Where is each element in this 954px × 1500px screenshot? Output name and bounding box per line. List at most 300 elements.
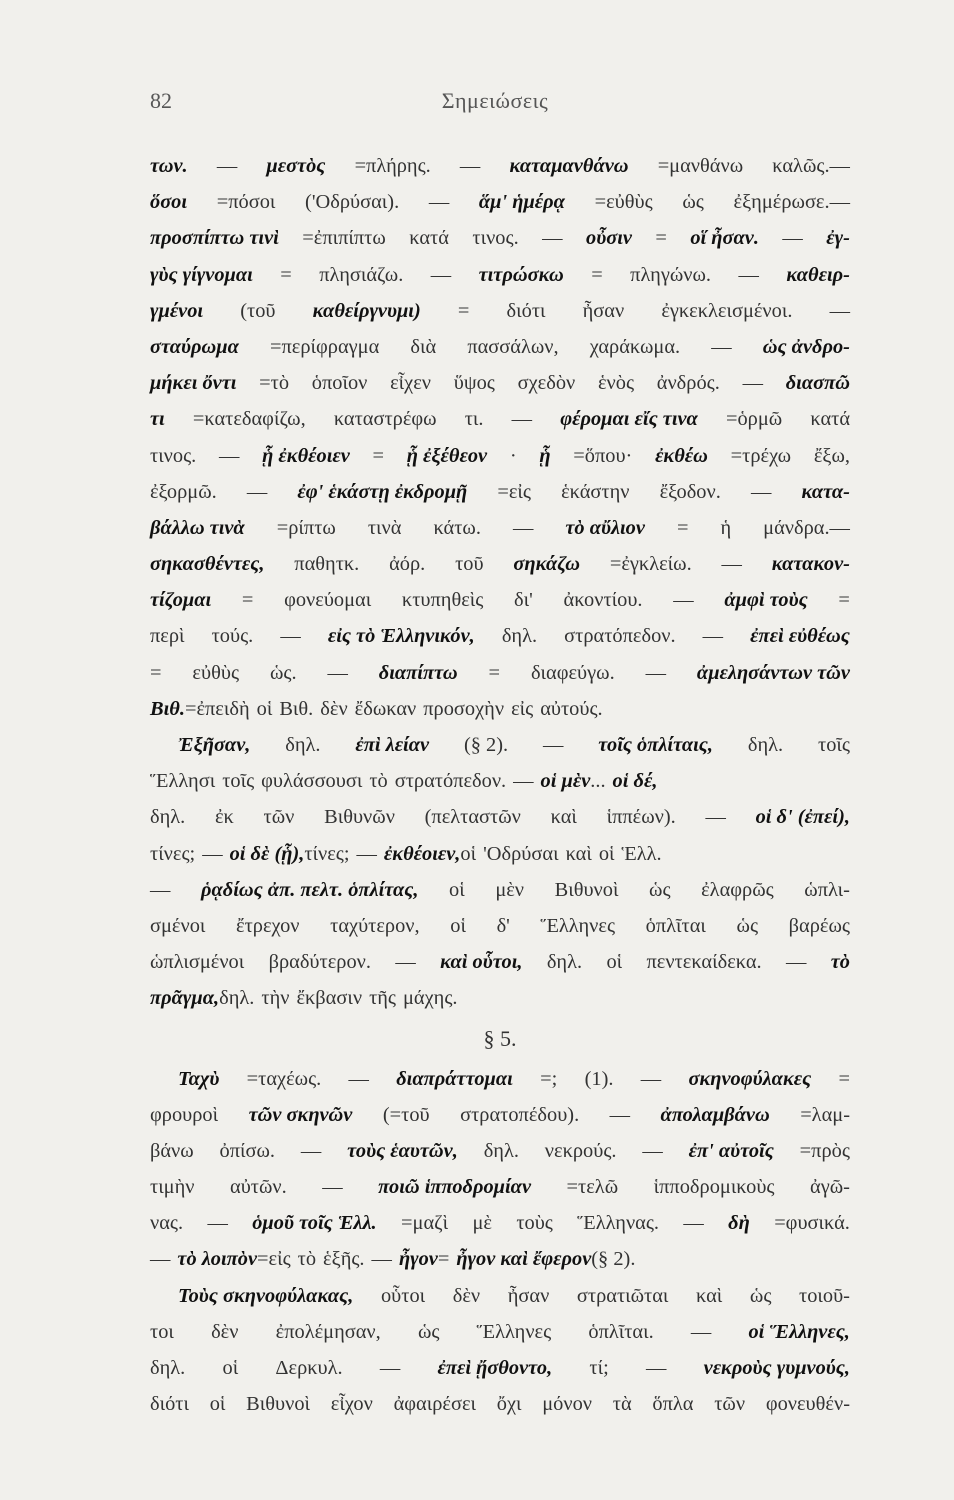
gloss-text: — bbox=[640, 1067, 662, 1090]
gloss-text: — bbox=[673, 589, 694, 612]
gloss-text: δὲν bbox=[320, 697, 348, 720]
gloss-text: νεκρούς. bbox=[544, 1139, 617, 1162]
lemma: Βιθ. bbox=[150, 697, 185, 720]
lemma: τὸ αὔλιον bbox=[565, 516, 645, 539]
gloss-text: ἱππέων). bbox=[606, 806, 676, 829]
gloss-text: ὁπλῖται. bbox=[588, 1320, 654, 1343]
gloss-text: μόνον bbox=[542, 1393, 593, 1416]
gloss-text: περὶ bbox=[150, 625, 185, 648]
lemma: καταμανθάνω bbox=[509, 155, 629, 177]
gloss-text: ὡς bbox=[736, 914, 759, 937]
gloss-text: — bbox=[300, 1139, 322, 1162]
lemma: τῶν σκηνῶν bbox=[248, 1103, 353, 1126]
gloss-text: καὶ bbox=[565, 842, 592, 865]
text-line bbox=[150, 944, 850, 980]
gloss-text: — bbox=[683, 1212, 704, 1235]
text-line bbox=[150, 655, 850, 691]
gloss-text: Βιθυνοὶ bbox=[246, 1393, 311, 1416]
gloss-text: στρατοπέδου). bbox=[460, 1103, 580, 1126]
gloss-text: τὴν bbox=[261, 987, 290, 1010]
text-line bbox=[150, 438, 850, 474]
gloss-text: — bbox=[690, 1320, 712, 1343]
lemma: κατα- bbox=[801, 480, 850, 503]
lemma: Τοὺς σκηνοφύλακας, bbox=[178, 1284, 354, 1307]
lemma: ἀμφὶ τοὺς bbox=[724, 589, 808, 612]
lemma: οἱ Ἕλληνες, bbox=[748, 1320, 850, 1343]
gloss-text: = bbox=[372, 444, 385, 467]
lemma: καὶ οὗτοι, bbox=[440, 951, 523, 974]
lemma: οἱ δὲ (ᾗ), bbox=[229, 842, 305, 865]
text-line bbox=[150, 908, 850, 944]
gloss-text: ὕψος bbox=[453, 372, 495, 395]
gloss-text: § 5. bbox=[483, 1025, 517, 1051]
gloss-text: = bbox=[150, 661, 162, 684]
gloss-text: ὡπλι- bbox=[804, 878, 850, 901]
gloss-text: =ὁρμῶ bbox=[725, 408, 783, 431]
gloss-text: — bbox=[738, 263, 759, 286]
gloss-text: Βιθυνῶν bbox=[324, 806, 395, 829]
text-line bbox=[150, 799, 850, 835]
gloss-text: τοὺς bbox=[516, 1212, 553, 1235]
gloss-text: ἐκ bbox=[214, 806, 234, 829]
gloss-text: — bbox=[542, 227, 563, 250]
lemma: διασπῶ bbox=[785, 372, 850, 395]
text-line bbox=[150, 618, 850, 654]
gloss-text: =τὸ bbox=[259, 372, 290, 395]
gloss-text: καλῶς.— bbox=[772, 155, 850, 177]
text-line bbox=[150, 1314, 850, 1350]
gloss-text: δηλ. bbox=[219, 987, 255, 1010]
gloss-text: τοιοῦ- bbox=[799, 1284, 850, 1307]
lemma: κατακον- bbox=[771, 553, 850, 576]
gloss-text: =κατεδαφίζω, bbox=[192, 408, 306, 431]
gloss-text: τοι bbox=[150, 1320, 174, 1343]
gloss-text: σμένοι bbox=[150, 914, 206, 937]
gloss-text: ἐπολέμησαν, bbox=[275, 1320, 381, 1343]
gloss-text: ἀφαιρέσει bbox=[393, 1393, 477, 1416]
gloss-text: ἔδωκαν bbox=[354, 697, 417, 720]
text-line bbox=[150, 1386, 850, 1422]
gloss-text: Βιθ. bbox=[279, 697, 314, 720]
lemma: διαπίπτω bbox=[378, 661, 458, 684]
gloss-text: δηλ. bbox=[546, 951, 583, 974]
gloss-text: =εἰς bbox=[257, 1248, 291, 1271]
gloss-text: ἀόρ. bbox=[389, 553, 426, 576]
gloss-text: προσοχὴν bbox=[423, 697, 505, 720]
gloss-text: κάτω. bbox=[433, 516, 481, 539]
lemma: σταύρωμα bbox=[150, 335, 239, 358]
text-line bbox=[150, 257, 850, 293]
lemma: ἀμελησάντων τῶν bbox=[696, 661, 850, 684]
lemma: των. bbox=[150, 155, 188, 177]
lemma: γμένοι bbox=[150, 299, 204, 322]
text-line bbox=[150, 510, 850, 546]
gloss-text: ἐξορμῶ. bbox=[150, 480, 217, 503]
gloss-text: διὰ bbox=[410, 335, 437, 358]
gloss-text: οἱ bbox=[209, 1393, 226, 1416]
lemma: οἱ δέ, bbox=[612, 770, 658, 793]
gloss-text: δηλ. bbox=[501, 625, 538, 648]
gloss-text: = bbox=[655, 227, 667, 250]
gloss-text: στρατιῶται bbox=[576, 1284, 669, 1307]
gloss-text: — bbox=[609, 1103, 631, 1126]
gloss-text: στρατόπεδον. bbox=[564, 625, 676, 648]
gloss-text: δηλ. bbox=[747, 734, 784, 756]
gloss-text: — bbox=[511, 408, 533, 431]
gloss-text: ἐγκεκλεισμένοι. bbox=[661, 299, 793, 322]
page-number: 82 bbox=[150, 88, 172, 113]
gloss-text: — bbox=[782, 227, 803, 250]
gloss-text: τί; bbox=[589, 1357, 609, 1379]
lemma: τοὺς ἑαυτῶν, bbox=[347, 1139, 458, 1162]
lemma: διαπράττομαι bbox=[396, 1067, 513, 1090]
text-line bbox=[150, 980, 850, 1016]
lemma: ἐπεὶ εὐθέως bbox=[750, 625, 850, 648]
gloss-text: φονεύομαι bbox=[284, 589, 372, 612]
lemma: ἀπολαμβάνω bbox=[660, 1103, 770, 1126]
gloss-text: νας. bbox=[150, 1212, 184, 1235]
gloss-text: = bbox=[838, 1067, 850, 1090]
gloss-text: δηλ. bbox=[150, 806, 186, 829]
gloss-text: — bbox=[742, 372, 763, 395]
lemma: τὸ λοιπὸν bbox=[177, 1248, 258, 1271]
gloss-text: — bbox=[513, 770, 534, 793]
lemma: τοῖς ὁπλίταις, bbox=[598, 734, 713, 756]
gloss-text: — bbox=[219, 444, 240, 467]
lemma: εἰς τὸ Ἑλληνικόν, bbox=[327, 625, 475, 648]
gloss-text: οἱ bbox=[598, 842, 615, 865]
gloss-text: — bbox=[379, 1357, 401, 1379]
text-line bbox=[150, 546, 850, 582]
gloss-text: =ἐγκλείω. bbox=[609, 553, 692, 576]
gloss-text: εἰς bbox=[511, 697, 534, 720]
gloss-text: — bbox=[721, 553, 742, 576]
gloss-text: ὁπλῖται bbox=[645, 914, 706, 937]
gloss-text: μὲν bbox=[495, 878, 525, 901]
lemma: ἐκθέοιεν, bbox=[383, 842, 461, 865]
gloss-text: =εὐθὺς bbox=[594, 191, 653, 214]
gloss-text: · bbox=[509, 444, 517, 467]
gloss-text: =πρὸς bbox=[799, 1139, 850, 1162]
gloss-text: οἱ bbox=[256, 697, 273, 720]
text-line bbox=[150, 293, 850, 329]
gloss-text: = bbox=[838, 589, 850, 612]
lemma: οὖσιν bbox=[586, 227, 632, 250]
gloss-text: εἶχον bbox=[330, 1393, 373, 1416]
gloss-text: τινος. bbox=[150, 444, 197, 467]
gloss-text: ἀνδρός. bbox=[656, 372, 720, 395]
lemma: ἅμ' ἡμέρᾳ bbox=[478, 191, 565, 214]
gloss-text: δηλ. bbox=[150, 1357, 186, 1379]
gloss-text: =λαμ- bbox=[800, 1103, 850, 1126]
text-line bbox=[150, 1061, 850, 1097]
gloss-text: εὐθὺς bbox=[192, 661, 240, 684]
text-line bbox=[150, 1241, 850, 1277]
gloss-text: αὐτῶν. bbox=[230, 1176, 287, 1199]
text-line bbox=[150, 1350, 850, 1386]
gloss-text: Ἕλλησι bbox=[150, 770, 216, 793]
gloss-text: Ἕλληνες bbox=[540, 914, 616, 937]
lemma: ἐφ' ἑκάστῃ ἐκδρομῇ bbox=[297, 480, 468, 503]
gloss-text: σχεδὸν bbox=[517, 372, 576, 395]
gloss-text: οὗτοι bbox=[380, 1284, 426, 1307]
gloss-text: (§ 2). bbox=[463, 734, 509, 756]
gloss-text: τῆς bbox=[369, 987, 396, 1010]
gloss-text: 'Οδρύσαι bbox=[483, 842, 559, 865]
commentary-text bbox=[150, 148, 850, 1422]
lemma: καθειρ- bbox=[786, 263, 850, 286]
gloss-text: — bbox=[711, 335, 732, 358]
gloss-text: ἔκβασιν bbox=[296, 987, 363, 1010]
lemma: σκηνοφύλακες bbox=[688, 1067, 812, 1090]
text-line bbox=[150, 691, 850, 727]
gloss-text: — bbox=[371, 1248, 392, 1271]
lemma: πρᾶγμα, bbox=[150, 987, 220, 1010]
gloss-text: — bbox=[348, 1067, 369, 1090]
gloss-text: φρουροὶ bbox=[150, 1103, 219, 1126]
gloss-text: ὡς bbox=[417, 1320, 440, 1343]
gloss-text: ὁποῖον bbox=[311, 372, 368, 395]
lemma: ῥᾳδίως ἀπ. πελτ. ὁπλίτας, bbox=[200, 878, 419, 901]
gloss-text: (=τοῦ bbox=[382, 1103, 430, 1126]
gloss-text: εἶχεν bbox=[390, 372, 431, 395]
gloss-text: αὐτούς. bbox=[540, 697, 603, 720]
text-line bbox=[150, 763, 850, 799]
gloss-text: ἀκοντίου. bbox=[563, 589, 643, 612]
gloss-text: — bbox=[280, 625, 301, 648]
page-header bbox=[150, 88, 840, 128]
gloss-text: ὅπλα bbox=[652, 1393, 694, 1416]
gloss-text: =τελῶ bbox=[566, 1176, 619, 1199]
gloss-text: τῶν bbox=[714, 1393, 746, 1416]
lemma: Ταχὺ bbox=[178, 1067, 220, 1090]
text-line bbox=[150, 220, 850, 256]
gloss-text: στρατόπεδον. bbox=[394, 770, 507, 793]
gloss-text: διότι bbox=[150, 1393, 189, 1416]
gloss-text: μὲ bbox=[472, 1212, 492, 1235]
gloss-text: τινος. bbox=[472, 227, 519, 250]
gloss-text: ἱπποδρομικοὺς bbox=[653, 1176, 775, 1199]
lemma: δὴ bbox=[728, 1212, 750, 1235]
lemma: ἐπὶ λείαν bbox=[355, 734, 430, 756]
gloss-text: χαράκωμα. bbox=[589, 335, 681, 358]
gloss-text: ὡς bbox=[649, 878, 671, 901]
gloss-text: Ἑλλ. bbox=[621, 842, 662, 865]
gloss-text: ('Οδρύσαι). bbox=[305, 191, 400, 214]
gloss-text: ἑνὸς bbox=[597, 372, 635, 395]
text-line bbox=[150, 1278, 850, 1314]
lemma: οἵ ἦσαν. bbox=[690, 227, 759, 250]
lemma: σηκασθέντες, bbox=[150, 553, 265, 576]
lemma: ποιῶ ἱπποδρομίαν bbox=[378, 1176, 532, 1199]
gloss-text: ὡς bbox=[682, 191, 704, 214]
lemma: οἱ δ' (ἐπεί), bbox=[755, 806, 850, 829]
gloss-text: =μαζὶ bbox=[401, 1212, 449, 1235]
gloss-text: =ἐπιπίπτω bbox=[302, 227, 386, 250]
gloss-text: =περίφραγμα bbox=[270, 335, 380, 358]
lemma: φέρομαι εἴς τινα bbox=[560, 408, 698, 431]
text-line bbox=[150, 329, 850, 365]
gloss-text: =ὅπου· bbox=[573, 444, 633, 467]
lemma: σηκάζω bbox=[513, 553, 581, 576]
gloss-text: =εἰς bbox=[497, 480, 531, 503]
text-line bbox=[150, 1205, 850, 1241]
gloss-text: ἐλαφρῶς bbox=[701, 878, 774, 901]
lemma: ἐκθέω bbox=[655, 444, 708, 467]
lemma: ἐπεὶ ᾔσθοντο, bbox=[437, 1357, 553, 1379]
lemma: ὡς ἀνδρο- bbox=[762, 335, 850, 358]
gloss-text: κτυπηθεὶς bbox=[401, 589, 484, 612]
gloss-text: — bbox=[786, 951, 807, 974]
gloss-text: πληγώνω. bbox=[630, 263, 712, 286]
gloss-text: ὡς. bbox=[269, 661, 297, 684]
gloss-text: τοῦ bbox=[455, 553, 484, 576]
gloss-text: =ταχέως. bbox=[246, 1067, 322, 1090]
gloss-text: — bbox=[705, 806, 726, 829]
gloss-text: τίνες; bbox=[304, 842, 350, 865]
gloss-text: =ἐπειδὴ bbox=[184, 697, 250, 720]
gloss-text: δι' bbox=[514, 589, 533, 612]
gloss-text: =πόσοι bbox=[216, 191, 276, 214]
gloss-text: — bbox=[750, 480, 772, 503]
gloss-text: — bbox=[207, 1212, 228, 1235]
gloss-text: ἔξοδον. bbox=[659, 480, 721, 503]
gloss-text: παθητκ. bbox=[294, 553, 360, 576]
running-title: Σημειώσεις bbox=[441, 88, 549, 113]
lemma: ᾗ bbox=[539, 444, 551, 467]
lemma: ἦγον καὶ ἔφερον bbox=[456, 1248, 592, 1271]
gloss-text: =μανθάνω bbox=[657, 155, 744, 177]
gloss-text: — bbox=[322, 1176, 343, 1199]
gloss-text: βραδύτερον. bbox=[268, 951, 371, 974]
gloss-text: κατά bbox=[409, 227, 449, 250]
lemma: προσπίπτω τινὶ bbox=[150, 227, 279, 250]
gloss-text: βαρέως bbox=[788, 914, 850, 937]
gloss-text: ὄχι bbox=[496, 1393, 522, 1416]
lemma: τίζομαι bbox=[150, 589, 212, 612]
gloss-text: διότι bbox=[506, 299, 546, 322]
gloss-text: — bbox=[430, 263, 452, 286]
gloss-text: =φυσικά. bbox=[774, 1212, 850, 1235]
lemma: ᾗ ἐκθέοιεν bbox=[262, 444, 350, 467]
gloss-text: φυλάσσουσι bbox=[261, 770, 363, 793]
lemma: Ἐξῆσαν, bbox=[178, 734, 251, 756]
gloss-text: φονευθέν- bbox=[765, 1393, 850, 1416]
gloss-text: ὡπλισμένοι bbox=[150, 951, 245, 974]
gloss-text: ἑξῆς. bbox=[323, 1248, 365, 1271]
text-line bbox=[150, 148, 850, 184]
lemma: γὺς γίγνομαι bbox=[150, 263, 253, 286]
lemma: τι bbox=[150, 408, 165, 431]
text-line bbox=[150, 1097, 850, 1133]
gloss-text: = bbox=[241, 589, 254, 612]
text-line bbox=[150, 1017, 850, 1061]
gloss-text: ἔτρεχον bbox=[236, 914, 300, 937]
gloss-text: τιμὴν bbox=[150, 1176, 195, 1199]
gloss-text: ὡς bbox=[749, 1284, 772, 1307]
gloss-text: τοῖς bbox=[818, 734, 850, 756]
gloss-text: — bbox=[428, 191, 450, 214]
text-line bbox=[150, 365, 850, 401]
gloss-text: ἑκάστην bbox=[561, 480, 630, 503]
gloss-text: ἐξημέρωσε.— bbox=[733, 191, 850, 214]
gloss-text: καταστρέφω bbox=[333, 408, 437, 431]
lemma: ὅσοι bbox=[150, 191, 188, 214]
text-line bbox=[150, 582, 850, 618]
gloss-text: ἦσαν bbox=[507, 1284, 550, 1307]
gloss-text: Βιθυνοὶ bbox=[554, 878, 619, 901]
text-line bbox=[150, 1133, 850, 1169]
gloss-text: δὲν bbox=[452, 1284, 481, 1307]
gloss-text: πεντεκαίδεκα. bbox=[646, 951, 762, 974]
gloss-text: — bbox=[512, 516, 534, 539]
gloss-text: Δερκυλ. bbox=[275, 1357, 343, 1379]
gloss-text: δηλ. bbox=[483, 1139, 519, 1162]
gloss-text: οἱ bbox=[449, 878, 465, 901]
lemma: ὁμοῦ τοῖς Ἑλλ. bbox=[252, 1212, 377, 1235]
gloss-text: — bbox=[202, 842, 223, 865]
gloss-text: ὀπίσω. bbox=[219, 1139, 276, 1162]
text-line bbox=[150, 727, 850, 763]
gloss-text: =; bbox=[540, 1067, 558, 1090]
gloss-text: — bbox=[327, 661, 348, 684]
gloss-text: τι. bbox=[464, 408, 484, 431]
gloss-text: — bbox=[829, 299, 850, 322]
gloss-text: (1). bbox=[584, 1067, 614, 1090]
gloss-text: μάνδρα.— bbox=[763, 516, 850, 539]
text-line bbox=[150, 1169, 850, 1205]
gloss-text: — bbox=[459, 155, 481, 177]
gloss-text: Ἕλληνας. bbox=[577, 1212, 660, 1235]
gloss-text: ἦσαν bbox=[582, 299, 625, 322]
gloss-text: Ἕλληνες bbox=[476, 1320, 552, 1343]
gloss-text: ἀγῶ- bbox=[810, 1176, 850, 1199]
gloss-text: πλησιάζω. bbox=[319, 263, 404, 286]
gloss-text: =ρίπτω bbox=[276, 516, 336, 539]
gloss-text: τὰ bbox=[612, 1393, 632, 1416]
gloss-text: δ' bbox=[496, 914, 510, 937]
gloss-text: βάνω bbox=[150, 1139, 194, 1162]
lemma: οἱ μὲν bbox=[540, 770, 591, 793]
gloss-text: — bbox=[150, 1248, 171, 1271]
lemma: ἐγ- bbox=[826, 227, 850, 250]
gloss-text: οἱ bbox=[222, 1357, 239, 1379]
gloss-text: τῶν bbox=[263, 806, 295, 829]
gloss-text: οἱ bbox=[460, 842, 477, 865]
gloss-text: ταχύτερον, bbox=[330, 914, 420, 937]
gloss-text: πασσάλων, bbox=[467, 335, 559, 358]
gloss-text: = bbox=[457, 299, 470, 322]
gloss-text: ... bbox=[590, 770, 606, 793]
gloss-text: — bbox=[646, 1357, 667, 1379]
lemma: ἐπ' αὐτοῖς bbox=[688, 1139, 774, 1162]
text-line bbox=[150, 474, 850, 510]
gloss-text: = bbox=[591, 263, 603, 286]
gloss-text: καὶ bbox=[696, 1284, 723, 1307]
text-line bbox=[150, 872, 850, 908]
gloss-text: — bbox=[395, 951, 416, 974]
gloss-text: οἱ bbox=[606, 951, 623, 974]
text-line bbox=[150, 836, 850, 872]
lemma: ᾗ ἐξέθεον bbox=[406, 444, 488, 467]
gloss-text: δηλ. bbox=[285, 734, 321, 756]
gloss-text: ἔξω, bbox=[813, 444, 850, 467]
gloss-text: — bbox=[645, 661, 666, 684]
lemma: καθείργνυμι) bbox=[312, 299, 421, 322]
lemma: μήκει ὄντι bbox=[150, 372, 237, 395]
gloss-text: =τρέχω bbox=[730, 444, 792, 467]
gloss-text: κατά bbox=[810, 408, 850, 431]
